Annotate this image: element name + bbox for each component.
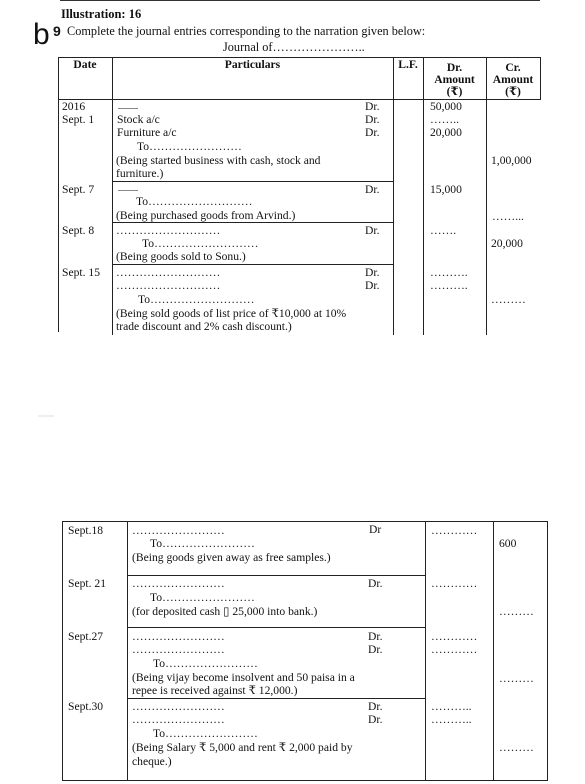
table1-right-border xyxy=(540,57,541,100)
entry8-narration-1: (Being Salary ₹ 5,000 and rent ₹ 2,000 paid by xyxy=(132,741,353,754)
entry7-dr-amount-1: ………… xyxy=(431,630,478,643)
entry8-cr-amount: ……… xyxy=(499,741,534,754)
entry1-blank-account xyxy=(118,108,138,109)
entry1-narration-2: furniture.) xyxy=(116,167,164,180)
entry2-date: Sept. 7 xyxy=(62,183,95,196)
entry7-narration-1: (Being vijay become insolvent and 50 paisa in a xyxy=(132,671,355,684)
entry1-narration-1: (Being started business with cash, stock and xyxy=(116,154,321,167)
entry6-narration: (for deposited cash ▯ 25,000 into bank.) xyxy=(132,605,318,618)
entry8-blank-line-2: …………………… xyxy=(132,713,225,726)
entry4-narration-1: (Being sold goods of list price of ₹10,000 at 10% xyxy=(116,307,347,320)
entry7-blank-line-1: …………………… xyxy=(132,630,225,643)
entry3-to-line: To……………………… xyxy=(142,237,259,250)
header-lf: L.F. xyxy=(398,58,418,71)
entry4-blank-line-1: ……………………… xyxy=(116,266,221,279)
entry4-dr-mark-2: Dr. xyxy=(365,279,380,292)
header-dr-amount-1: Dr. xyxy=(446,61,463,74)
table1-date-col-rule xyxy=(112,57,113,335)
entry7-dr-amount-2: ………… xyxy=(431,643,478,656)
entry4-blank-line-2: ……………………… xyxy=(116,279,221,292)
entry1-furniture-account: Furniture a/c xyxy=(117,126,177,139)
entry1-cr-amount: 1,00,000 xyxy=(491,154,532,167)
entry5-dr-amount: ………… xyxy=(431,524,478,537)
table1-header-rule xyxy=(58,99,541,100)
entry5-narration: (Being goods given away as free samples.) xyxy=(132,551,331,564)
entry3-cr-amount: 20,000 xyxy=(491,237,523,250)
entry2-to-line: To……………………… xyxy=(136,195,253,208)
side-smudge xyxy=(38,415,54,417)
entry3-narration: (Being goods sold to Sonu.) xyxy=(116,250,246,263)
entry7-dr-mark-1: Dr. xyxy=(368,630,383,643)
table2-right-border xyxy=(547,521,548,781)
entry5-cr-amount: 600 xyxy=(499,537,517,550)
header-cr-amount-1: Cr. xyxy=(505,61,521,74)
entry8-dr-mark-1: Dr. xyxy=(368,700,383,713)
table2-left-border xyxy=(62,521,63,781)
entry1-dr-mark-3: Dr. xyxy=(365,126,380,139)
table1-lf-col-rule xyxy=(423,57,424,335)
table2-entry5-rule xyxy=(127,575,426,576)
entry6-dr-amount: ………… xyxy=(431,577,478,590)
entry1-dr-mark-2: Dr. xyxy=(365,113,380,126)
instruction-text: Complete the journal entries corresponding to the narration given below: xyxy=(67,24,426,38)
entry2-cr-amount: ……... xyxy=(492,210,524,223)
entry2-dr-amount: 15,000 xyxy=(430,183,462,196)
table2-bottom-border xyxy=(62,780,548,781)
entry1-dr-mark-1: Dr. xyxy=(365,100,380,113)
table2-top-border xyxy=(62,521,548,522)
table1-left-border xyxy=(58,57,59,332)
table2-particulars-col-rule xyxy=(425,521,426,781)
entry6-date: Sept. 21 xyxy=(68,577,107,590)
entry3-blank-line: ……………………… xyxy=(116,224,221,237)
table2-date-col-rule xyxy=(127,521,128,781)
entry6-to-line: To…………………… xyxy=(150,591,255,604)
entry4-to-line: To……………………… xyxy=(138,293,255,306)
entry6-cr-amount: ……… xyxy=(499,605,534,618)
entry8-dr-mark-2: Dr. xyxy=(368,713,383,726)
entry4-dr-mark-1: Dr. xyxy=(365,266,380,279)
top-rule xyxy=(60,0,540,1)
entry5-to-line: To…………………… xyxy=(150,537,255,550)
entry1-dr-amount-2: …….. xyxy=(430,113,459,126)
header-cr-amount-3: (₹) xyxy=(505,85,521,98)
entry1-year: 2016 xyxy=(62,100,86,113)
entry3-dr-amount: ……. xyxy=(430,224,457,237)
entry4-dr-amount-1: ………. xyxy=(430,266,468,279)
entry1-to-line: To…………………… xyxy=(137,140,242,153)
table1-entry3-rule xyxy=(112,264,394,265)
entry8-date: Sept.30 xyxy=(68,700,104,713)
header-cr-amount-2: Amount xyxy=(492,73,534,86)
journal-title: Journal of………………….. xyxy=(223,40,365,54)
entry2-dr-mark: Dr. xyxy=(365,183,380,196)
entry1-dr-amount-3: 20,000 xyxy=(430,126,462,139)
header-dr-amount-3: (₹) xyxy=(446,85,463,98)
entry8-blank-line-1: …………………… xyxy=(132,700,225,713)
entry5-date: Sept.18 xyxy=(68,524,104,537)
entry4-narration-2: trade discount and 2% cash discount.) xyxy=(116,320,292,333)
table1-particulars-col-rule xyxy=(393,57,394,335)
entry2-blank-account xyxy=(118,190,138,191)
entry7-cr-amount: ……… xyxy=(499,672,534,685)
header-dr-amount-2: Amount xyxy=(434,73,475,86)
table2-dr-col-rule xyxy=(493,521,494,781)
entry7-narration-2: repee is received against ₹ 12,000.) xyxy=(132,684,298,697)
entry6-blank-line: …………………… xyxy=(132,577,225,590)
table2-entry7-rule xyxy=(127,698,426,699)
entry1-stock-account: Stock a/c xyxy=(117,113,160,126)
illustration-heading: Illustration: 16 xyxy=(61,7,142,21)
table1-top-border xyxy=(58,57,541,58)
margin-mark-b: b xyxy=(33,18,50,51)
entry6-dr-mark: Dr. xyxy=(368,577,383,590)
entry5-blank-line: …………………… xyxy=(132,524,225,537)
entry4-cr-amount: ……… xyxy=(491,293,526,306)
entry8-narration-2: cheque.) xyxy=(132,755,172,768)
table1-dr-col-rule xyxy=(486,57,487,335)
entry4-dr-amount-2: ………. xyxy=(430,279,468,292)
table1-entry1-rule xyxy=(112,181,394,182)
entry8-dr-amount-1: ……….. xyxy=(431,700,472,713)
entry7-date: Sept.27 xyxy=(68,630,104,643)
entry5-dr-mark: Dr xyxy=(369,523,382,536)
entry8-to-line: To…………………… xyxy=(153,727,258,740)
entry2-narration: (Being purchased goods from Arvind.) xyxy=(116,209,296,222)
entry3-date: Sept. 8 xyxy=(62,224,95,237)
table2-entry6-rule xyxy=(127,627,426,628)
entry1-dr-amount-1: 50,000 xyxy=(430,100,462,113)
header-particulars: Particulars xyxy=(224,58,281,71)
header-date: Date xyxy=(73,58,97,71)
entry7-dr-mark-2: Dr. xyxy=(368,643,383,656)
entry7-blank-line-2: …………………… xyxy=(132,643,225,656)
entry1-date: Sept. 1 xyxy=(62,113,95,126)
entry4-date: Sept. 15 xyxy=(62,266,101,279)
table1-entry2-rule xyxy=(112,222,394,223)
margin-mark-9: 9 xyxy=(53,23,61,39)
entry8-dr-amount-2: ……….. xyxy=(431,713,472,726)
entry3-dr-mark: Dr. xyxy=(365,224,380,237)
entry7-to-line: To…………………… xyxy=(153,657,258,670)
